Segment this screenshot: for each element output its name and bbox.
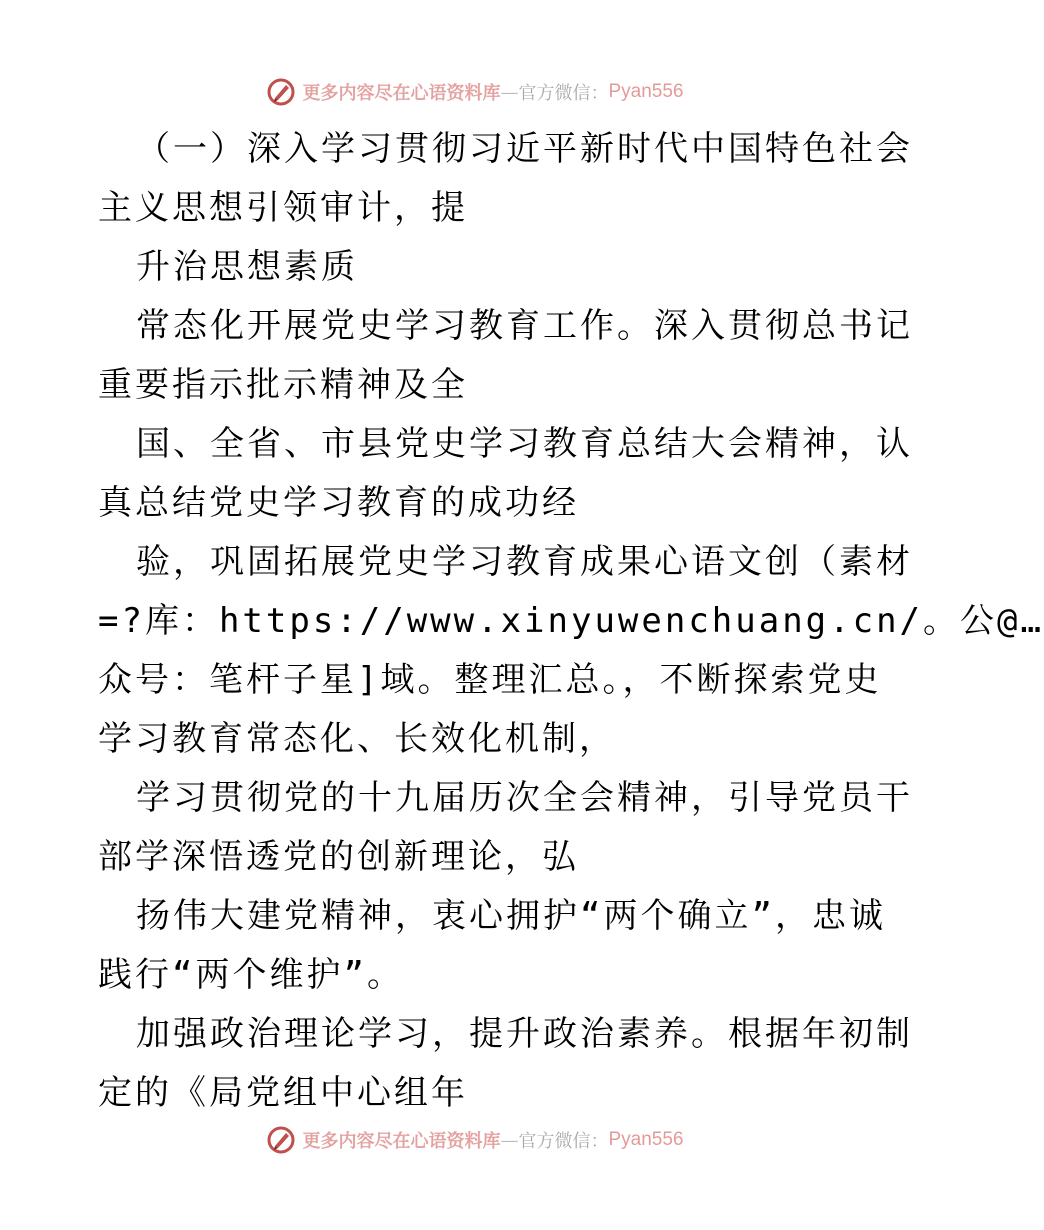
text-line: 升治思想素质 xyxy=(136,247,358,287)
text-line: 学习贯彻党的十九届历次全会精神，引导党员干 xyxy=(136,778,913,818)
watermark-label: 官方微信： xyxy=(518,83,609,104)
pen-logo-icon xyxy=(266,1125,296,1155)
text-line: 加强政治理论学习，提升政治素养。根据年初制 xyxy=(136,1014,913,1054)
document-body xyxy=(98,120,1044,1123)
text-line: 众号：笔杆子星]域。整理汇总。，不断探索党史 xyxy=(98,660,882,700)
watermark-account: Pyan556 xyxy=(608,1129,684,1150)
pen-logo-icon xyxy=(266,77,296,107)
text-line: 真总结党史学习教育的成功经 xyxy=(98,483,579,523)
header-watermark xyxy=(0,72,950,112)
footer-watermark xyxy=(0,1120,950,1160)
text-line: 扬伟大建党精神，衷心拥护“两个确立”，忠诚 xyxy=(136,896,886,936)
watermark-separator: — xyxy=(500,1129,519,1151)
text-line: 主义思想引领审计，提 xyxy=(98,188,468,228)
text-line: （一）深入学习贯彻习近平新时代中国特色社会 xyxy=(136,129,913,169)
text-line: 学习教育常态化、长效化机制， xyxy=(98,719,616,759)
watermark-brand: 更多内容尽在心语资料库 xyxy=(302,1131,501,1152)
text-line: 常态化开展党史学习教育工作。深入贯彻总书记 xyxy=(136,306,913,346)
text-line: 重要指示批示精神及全 xyxy=(98,365,468,405)
text-line: =?库：https://www.xinyuwenchuang.cn/。公@… xyxy=(98,601,1044,641)
watermark-brand: 更多内容尽在心语资料库 xyxy=(302,83,501,104)
watermark-label: 官方微信： xyxy=(518,1131,609,1152)
watermark-separator: — xyxy=(500,81,519,103)
text-line: 国、全省、市县党史学习教育总结大会精神，认 xyxy=(136,424,913,464)
text-line: 定的《局党组中心组年 xyxy=(98,1073,468,1113)
text-line: 部学深悟透党的创新理论，弘 xyxy=(98,837,579,877)
text-line: 践行“两个维护”。 xyxy=(98,955,404,995)
text-line: 验，巩固拓展党史学习教育成果心语文创（素材 xyxy=(136,542,913,582)
watermark-account: Pyan556 xyxy=(608,81,684,102)
